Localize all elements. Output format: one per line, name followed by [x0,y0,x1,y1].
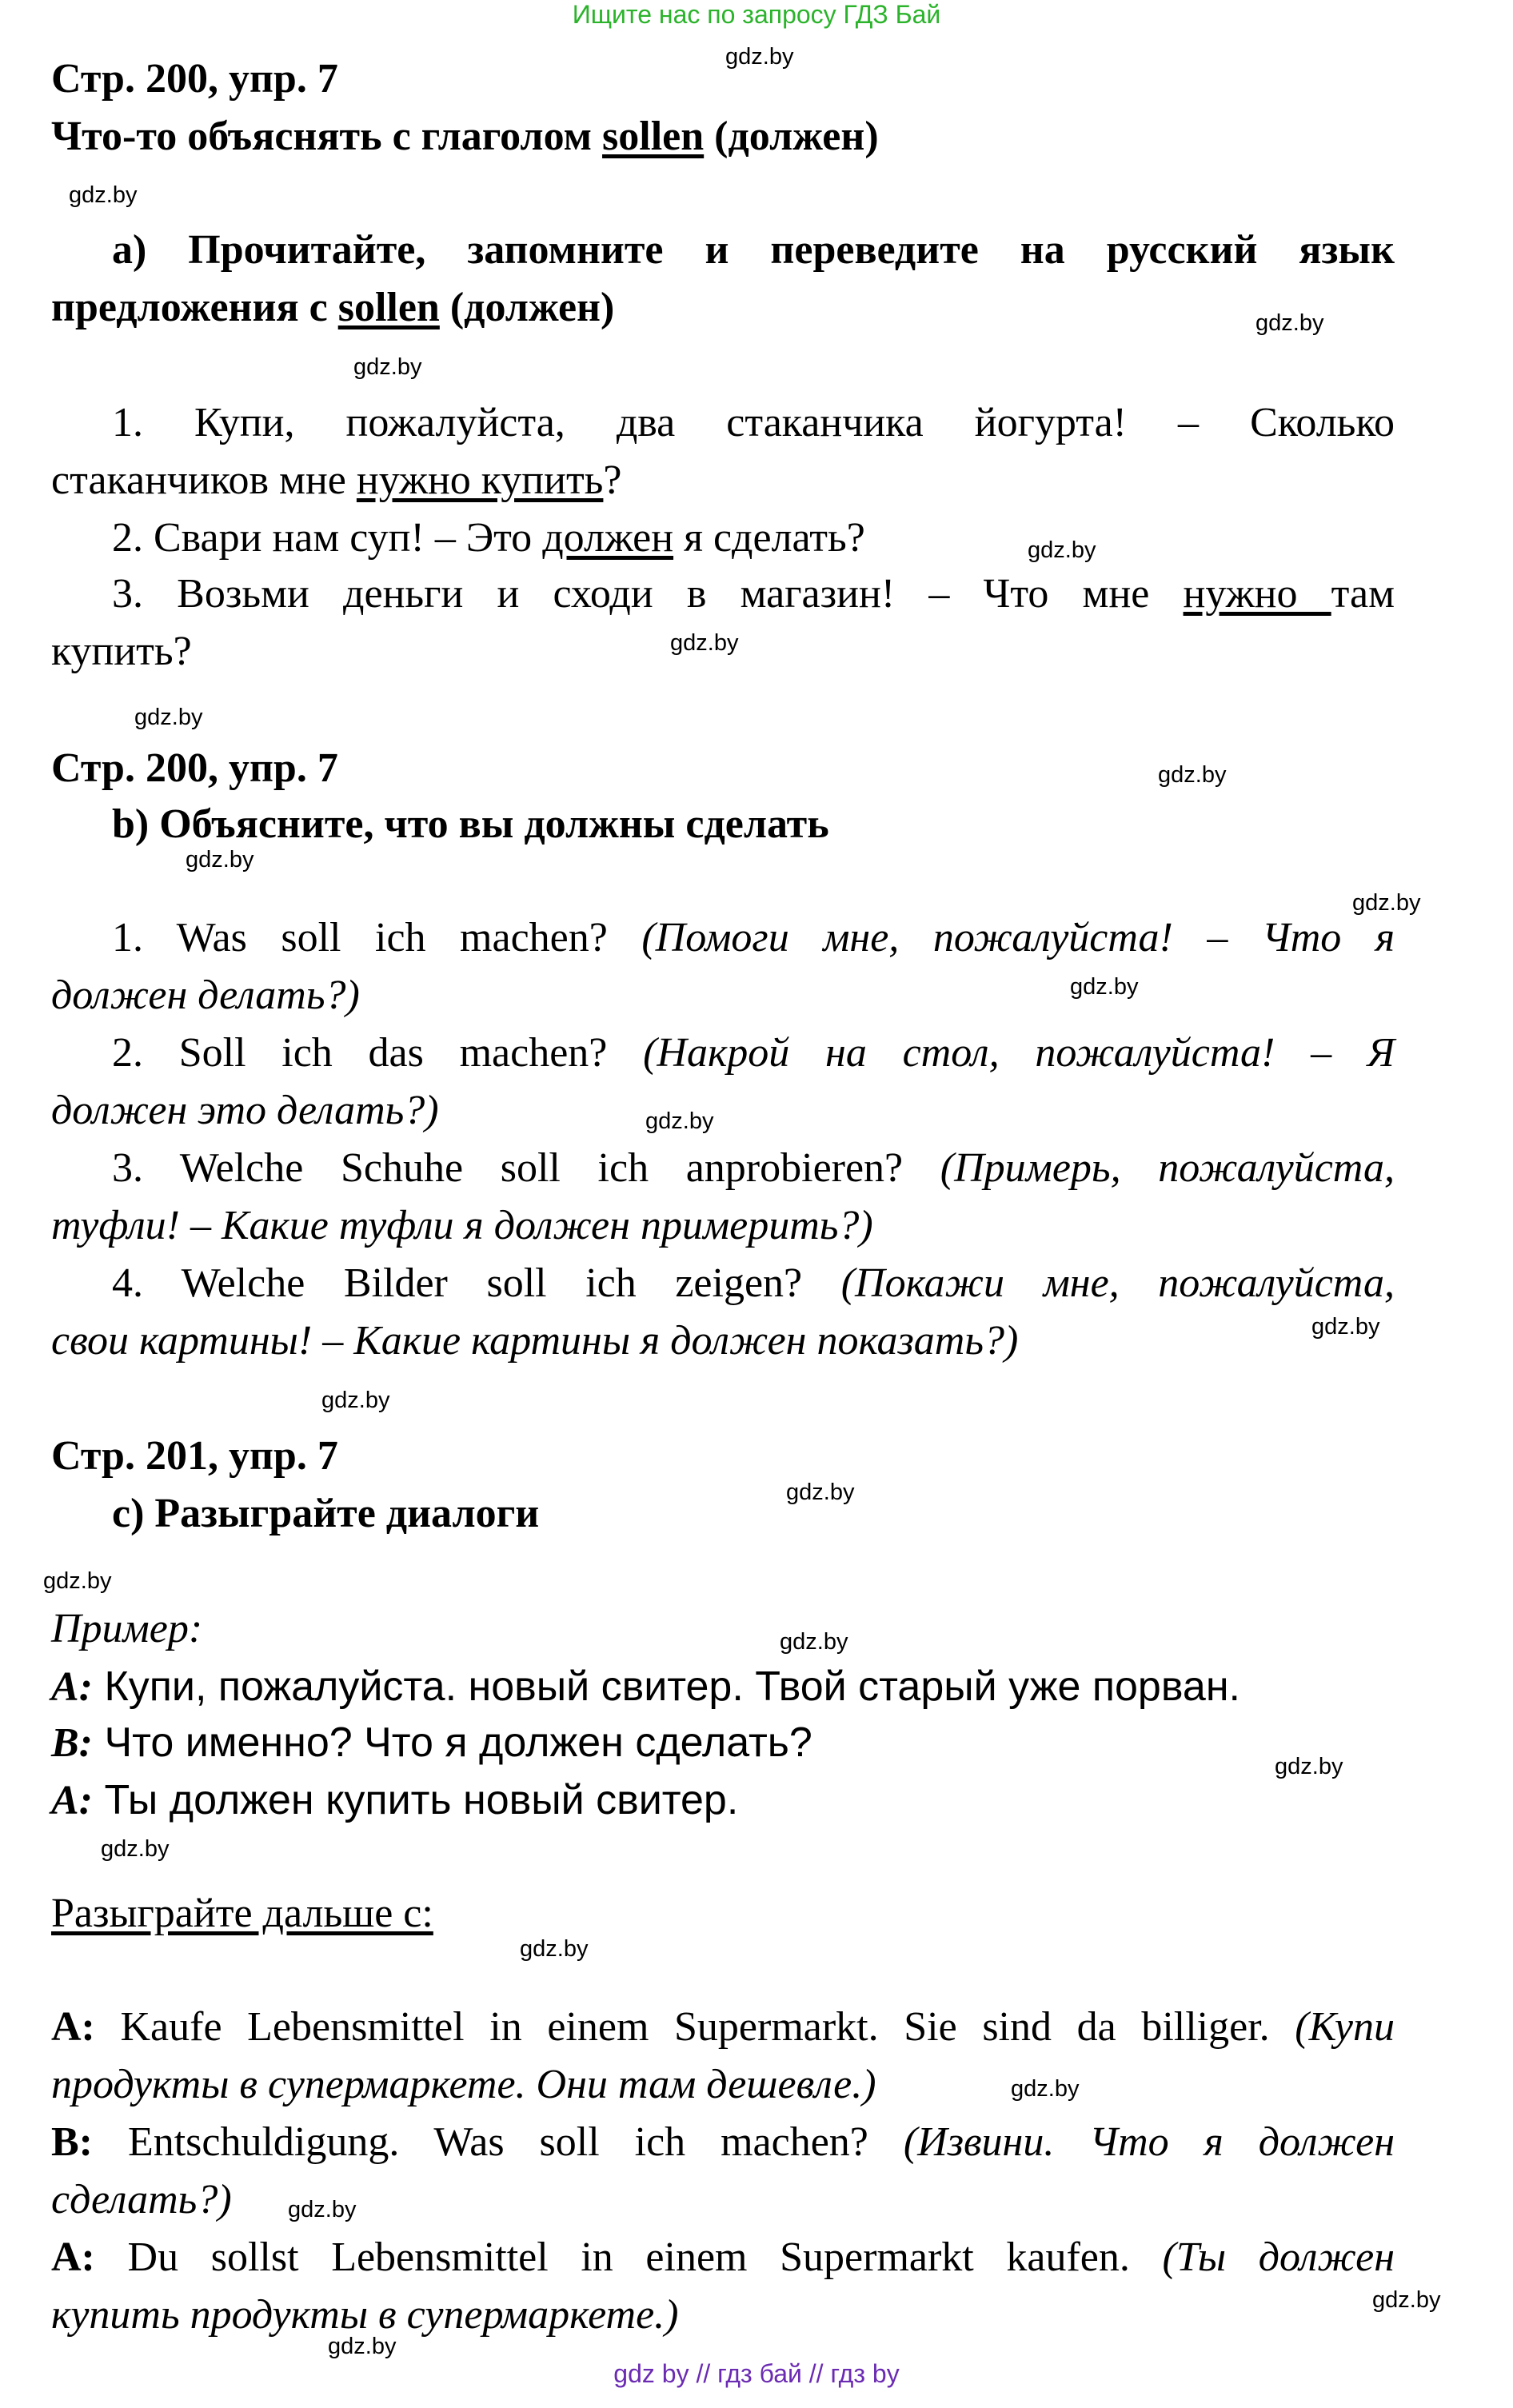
sentence-2: 2. Свари нам суп! – Это должен я сделать? [112,515,865,561]
watermark: gdz.by [69,182,138,208]
example-line-1: A: Купи, пожалуйста. новый свитер. Твой старый уже порван. [51,1663,1240,1710]
item-4-line2: свои картины! – Какие картины я должен показать?) [51,1318,1019,1364]
watermark: gdz.by [1372,2287,1441,2313]
section1-heading: Стр. 200, упр. 7 [51,56,338,102]
watermark: gdz.by [101,1836,170,1862]
watermark: gdz.by [134,705,203,730]
watermark: gdz.by [780,1629,848,1655]
sentence-1-line2: стаканчиков мне нужно купить? [51,457,622,503]
task-b: b) Объясните, что вы должны сделать [112,801,829,847]
dialog-3-line2: купить продукты в супермаркете.) [51,2292,679,2338]
sentence-3-line1: 3. Возьми деньги и сходи в магазин! – Что мне нужно там [112,571,1395,617]
task-a-line2: предложения с sollen (должен) [51,285,615,330]
watermark: gdz.by [1011,2076,1080,2102]
verb-sollen: sollen [602,114,705,159]
dialog-2-line2: сделать?) [51,2177,232,2222]
top-banner[interactable]: Ищите нас по запросу ГДЗ Бай [572,0,941,29]
example-label: Пример: [51,1606,203,1651]
watermark: gdz.by [288,2197,357,2222]
dialog-1-line1: A: Kaufe Lebensmittel in einem Supermarkt. Sie sind da billiger. (Купи [51,2004,1395,2050]
watermark: gdz.by [725,44,794,70]
dialog-3-line1: A: Du sollst Lebensmittel in einem Supermarkt kaufen. (Ты должен [51,2234,1395,2280]
watermark: gdz.by [520,1936,589,1962]
item-3-line1: 3. Welche Schuhe soll ich anprobieren? (Примерь, пожалуйста, [112,1145,1395,1191]
watermark: gdz.by [1311,1314,1380,1340]
task-a-line1: a) Прочитайте, запомните и переведите на русский язык [112,227,1395,273]
watermark: gdz.by [328,2334,397,2359]
item-3-line2: туфли! – Какие туфли я должен примерить?) [51,1203,873,1248]
dialog-2-line1: B: Entschuldigung. Was soll ich machen? (Извини. Что я должен [51,2119,1395,2165]
dialog-1-line2: продукты в супермаркете. Они там дешевле.) [51,2062,876,2107]
task-c: c) Разыграйте диалоги [112,1491,540,1536]
item-2-line1: 2. Soll ich das machen? (Накрой на стол, пожалуйста! – Я [112,1030,1395,1076]
item-2-line2: должен это делать?) [51,1088,439,1133]
watermark: gdz.by [1158,762,1227,788]
item-1-line1: 1. Was soll ich machen? (Помоги мне, пожалуйста! – Что я [112,915,1395,960]
watermark: gdz.by [1256,310,1324,336]
watermark: gdz.by [186,847,254,873]
sentence-1-line1: 1. Купи, пожалуйста, два стаканчика йогурта! – Сколько [112,400,1395,445]
section1-title: Что-то объяснять с глаголом sollen (должен) [51,114,879,159]
item-4-line1: 4. Welche Bilder soll ich zeigen? (Покажи мне, пожалуйста, [112,1260,1395,1306]
watermark: gdz.by [786,1480,855,1505]
continue-label: Разыграйте дальше с: [51,1891,433,1936]
watermark: gdz.by [1070,974,1139,1000]
watermark: gdz.by [1028,537,1096,563]
item-1-line2: должен делать?) [51,972,360,1018]
sentence-3-line2: купить? [51,629,192,674]
footer-links[interactable]: gdz by // гдз бай // гдз by [613,2359,900,2388]
watermark: gdz.by [321,1388,390,1413]
watermark: gdz.by [1275,1754,1343,1779]
example-line-3: A: Ты должен купить новый свитер. [51,1777,739,1823]
watermark: gdz.by [670,630,739,656]
watermark: gdz.by [645,1108,714,1134]
example-line-2: B: Что именно? Что я должен сделать? [51,1719,812,1766]
section3-heading: Стр. 201, упр. 7 [51,1433,338,1479]
watermark: gdz.by [43,1568,112,1594]
section2-heading: Стр. 200, упр. 7 [51,745,338,791]
watermark: gdz.by [353,354,422,380]
watermark: gdz.by [1352,890,1421,916]
